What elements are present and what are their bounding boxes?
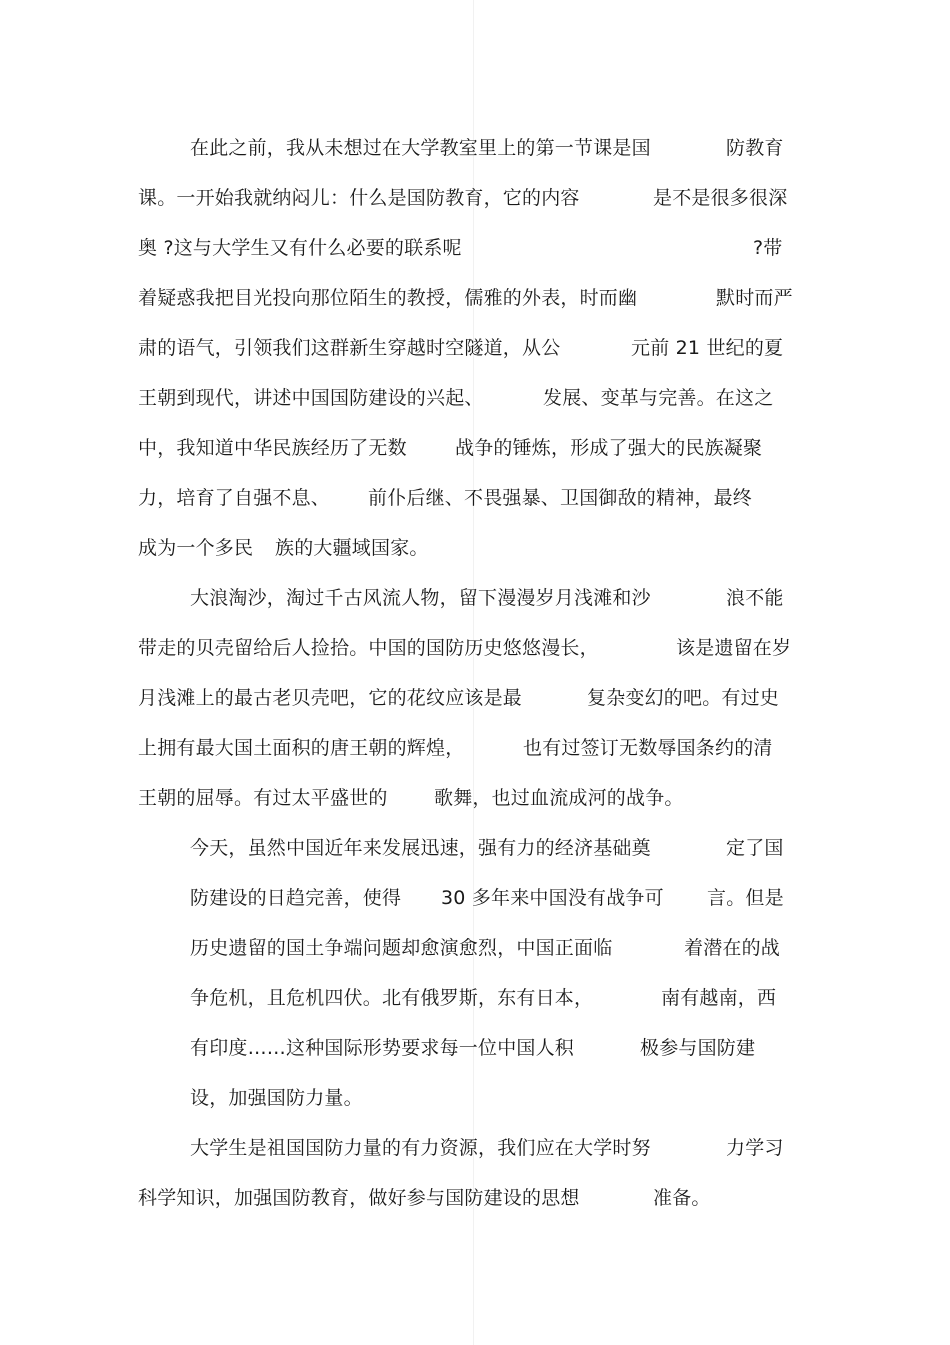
text-segment: 争危机，且危机四伏。北有俄罗斯，东有日本，	[190, 987, 594, 1009]
text-segment: 复杂变幻的吧。有过史	[587, 687, 780, 709]
text-line	[0, 886, 950, 910]
text-line	[0, 686, 950, 710]
text-segment: 力学习	[726, 1137, 784, 1159]
text-segment: 设，加强国防力量。	[190, 1087, 363, 1109]
text-segment: 今天，虽然中国近年来发展迅速，强有力的经济基础奠	[190, 837, 651, 859]
text-line	[0, 286, 950, 310]
text-segment: 肃的语气，引领我们这群新生穿越时空隧道，从公	[138, 337, 561, 359]
text-segment: 王朝到现代，讲述中国国防建设的兴起、	[138, 387, 484, 409]
text-segment: 课。一开始我就纳闷儿：什么是国防教育，它的内容	[138, 187, 580, 209]
text-segment: 历史遗留的国土争端问题却愈演愈烈，中国正面临	[190, 937, 613, 959]
text-line	[0, 136, 950, 160]
text-line	[0, 736, 950, 760]
text-segment: 发展、变革与完善。在这之	[543, 387, 774, 409]
text-segment: 月浅滩上的最古老贝壳吧，它的花纹应该是最	[138, 687, 523, 709]
text-segment: 在此之前，我从未想过在大学教室里上的第一节课是国	[190, 137, 651, 159]
text-segment: 前仆后继、不畏强暴、卫国御敌的精神，最终	[368, 487, 753, 509]
text-segment: 该是遗留在岁	[676, 637, 792, 659]
text-segment: 着潜在的战	[684, 937, 781, 959]
text-line	[0, 236, 950, 260]
text-segment: 南有越南，西	[661, 987, 777, 1009]
text-segment: 中，我知道中华民族经历了无数	[138, 437, 407, 459]
text-segment: 浪不能	[726, 587, 784, 609]
text-line	[0, 586, 950, 610]
text-line	[0, 536, 950, 560]
text-line	[0, 636, 950, 660]
text-segment: 是不是很多很深	[653, 187, 788, 209]
text-line	[0, 986, 950, 1010]
text-segment: 极参与国防建	[640, 1037, 756, 1059]
text-segment: 有印度……这种国际形势要求每一位中国人积	[190, 1037, 575, 1059]
text-line	[0, 786, 950, 810]
text-segment: 定了国	[726, 837, 784, 859]
text-line	[0, 386, 950, 410]
text-segment: 歌舞，也过血流成河的战争。	[434, 787, 684, 809]
text-segment: 战争的锤炼，形成了强大的民族凝聚	[455, 437, 763, 459]
text-line	[0, 186, 950, 210]
text-line	[0, 1186, 950, 1210]
text-segment: 大学生是祖国国防力量的有力资源，我们应在大学时努	[190, 1137, 651, 1159]
text-segment: 王朝的屈辱。有过太平盛世的	[138, 787, 388, 809]
text-segment: 防建设的日趋完善，使得	[190, 887, 402, 909]
text-segment: 奥 ?这与大学生又有什么必要的联系呢	[138, 237, 462, 259]
text-line	[0, 336, 950, 360]
text-segment: 上拥有最大国土面积的唐王朝的辉煌，	[138, 737, 465, 759]
text-line	[0, 1036, 950, 1060]
text-segment: 着疑惑我把目光投向那位陌生的教授，儒雅的外表，时而幽	[138, 287, 638, 309]
text-segment: 力，培育了自强不息、	[138, 487, 331, 509]
text-line	[0, 1086, 950, 1110]
text-line	[0, 436, 950, 460]
text-segment: 带走的贝壳留给后人捡拾。中国的国防历史悠悠漫长，	[138, 637, 599, 659]
text-line	[0, 936, 950, 960]
text-segment: 也有过签订无数辱国条约的清	[523, 737, 773, 759]
text-segment: 准备。	[653, 1187, 711, 1209]
text-segment: 科学知识，加强国防教育，做好参与国防建设的思想	[138, 1187, 580, 1209]
text-segment: ?带	[753, 237, 783, 259]
text-segment: 元前 21 世纪的夏	[631, 337, 784, 359]
text-segment: 言。但是	[707, 887, 784, 909]
text-line	[0, 836, 950, 860]
text-segment: 族的大疆域国家。	[275, 537, 429, 559]
text-line	[0, 1136, 950, 1160]
text-segment: 大浪淘沙，淘过千古风流人物，留下漫漫岁月浅滩和沙	[190, 587, 651, 609]
text-segment: 默时而严	[716, 287, 793, 309]
text-segment: 防教育	[726, 137, 784, 159]
text-line	[0, 486, 950, 510]
text-segment: 成为一个多民	[138, 537, 254, 559]
text-segment: 30 多年来中国没有战争可	[441, 887, 664, 909]
